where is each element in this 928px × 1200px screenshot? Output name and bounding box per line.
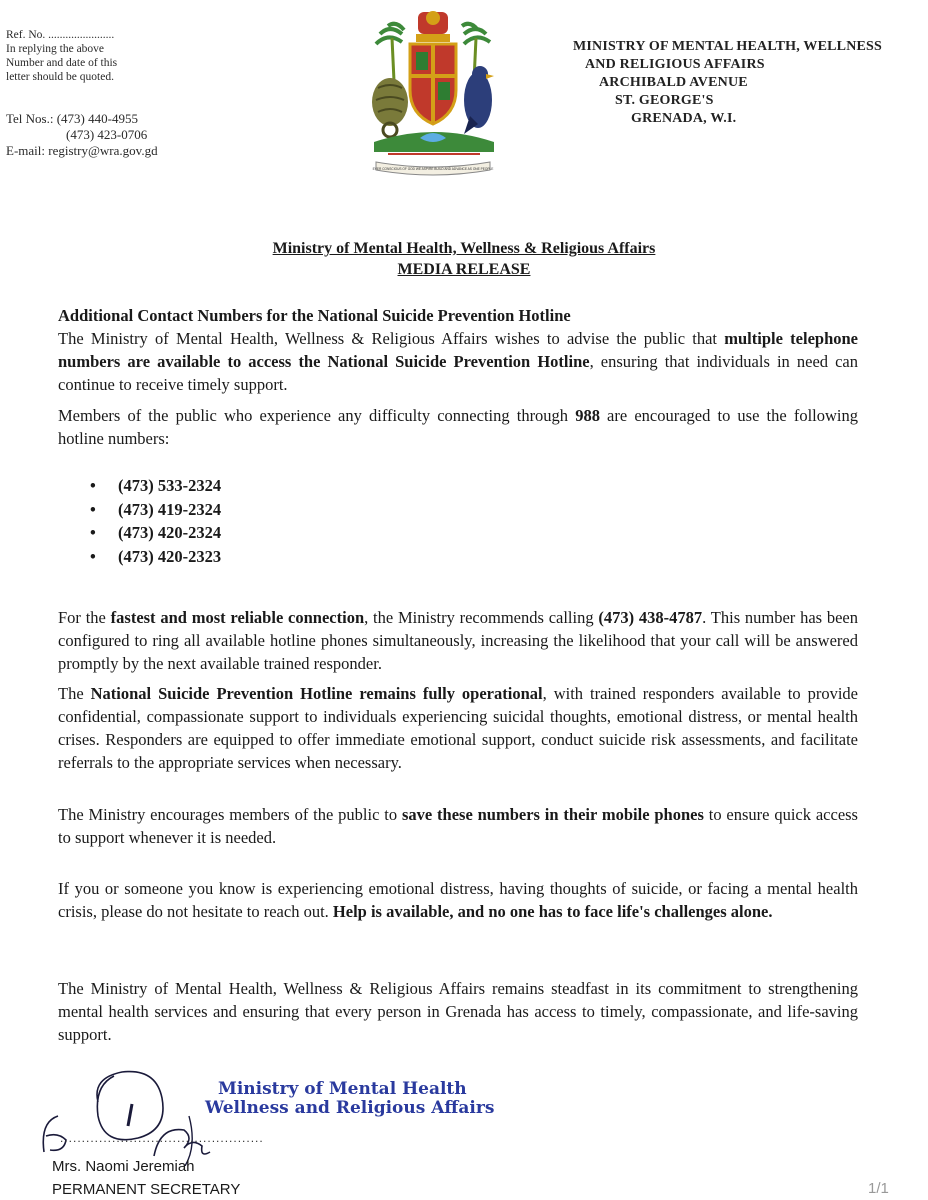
paragraph-fastest-connection	[58, 606, 858, 675]
address-line: ST. GEORGE'S	[615, 93, 714, 108]
coat-of-arms-icon	[358, 4, 508, 182]
ref-line: letter should be quoted.	[6, 71, 114, 83]
paragraph-988	[58, 404, 858, 450]
text-run: , the Ministry recommends calling	[364, 608, 599, 627]
text-run: , ensuring that individuals in need can continue to receive timely support.	[58, 352, 859, 394]
text-run: The Ministry of Mental Health, Wellness & Religious Affairs wishes to advise the public that	[58, 329, 725, 348]
text-run-bold[interactable]: (473) 438-4787	[598, 608, 703, 627]
text-run: Members of the public who experience any difficulty connecting through	[58, 406, 576, 425]
text-run-bold: multiple telephone numbers are available to access the National Suicide Prevention Hotline	[58, 329, 859, 371]
paragraph-commitment: The Ministry of Mental Health, Wellness & Religious Affairs remains steadfast in its commitment to strengthening mental health services and ensuring that every person in Grenada has access to timely, compassionate, and life-saving support.	[58, 979, 858, 1044]
text-run-bold: fastest and most reliable connection	[110, 608, 365, 627]
hotline-number[interactable]: • (473) 420-2323	[90, 545, 221, 569]
text-run: . This number has been configured to ring all available hotline phones simultaneously, increasing the likelihood that your call will be answered promptly by the next available trained responder.	[58, 608, 859, 673]
document-subtitle: MEDIA RELEASE	[397, 261, 531, 278]
address-line: GRENADA, W.I.	[631, 111, 737, 126]
hotline-list	[90, 474, 221, 568]
ministry-stamp	[205, 1079, 495, 1118]
crest-motto: EVER CONSCIOUS OF GOD WE ASPIRE BUILD AND ADVANCE AS ONE PEOPLE	[372, 167, 494, 171]
text-run: are encouraged to use the following hotline numbers:	[58, 406, 858, 448]
tel-line: (473) 423-0706	[66, 127, 148, 142]
address-line: ARCHIBALD AVENUE	[599, 75, 748, 90]
address-line: MINISTRY OF MENTAL HEALTH, WELLNESS	[573, 39, 883, 54]
text-run-bold: 988	[575, 406, 600, 425]
text-run: If you or someone you know is experiencing emotional distress, having thoughts of suicide, or facing a mental health crisis, please do not hesitate to reach out.	[58, 879, 858, 921]
ref-line: In replying the above	[6, 43, 105, 55]
contact-block	[6, 111, 158, 159]
address-line: AND RELIGIOUS AFFAIRS	[585, 57, 765, 72]
text-run: The	[58, 684, 91, 703]
ministry-address	[573, 38, 882, 128]
tel-line: Tel Nos.: (473) 440-4955	[6, 111, 138, 126]
reference-note	[6, 28, 117, 84]
ref-line: Ref. No. .......................	[6, 29, 115, 41]
hotline-number[interactable]: • (473) 533-2324	[90, 474, 221, 498]
text-run: to ensure quick access to support whenever it is needed.	[58, 805, 858, 847]
text-run-bold: National Suicide Prevention Hotline remains fully operational	[90, 684, 543, 703]
coat-of-arms-logo	[358, 4, 508, 182]
signatory-name: Mrs. Naomi Jeremiah	[52, 1158, 195, 1175]
paragraph-intro	[58, 327, 858, 396]
text-run: For the	[58, 608, 111, 627]
signatory-title: PERMANENT SECRETARY	[52, 1181, 241, 1198]
hotline-number[interactable]: • (473) 420-2324	[90, 521, 221, 545]
text-run: , with trained responders available to provide confidential, compassionate support to individuals experiencing suicidal thoughts, emotional distress, or mental health crises. Responders are equipped to offer immediate emotional support, conduct suicide risk assessments, and facilitate referrals to the appropriate services when necessary.	[58, 684, 859, 772]
ref-line: Number and date of this	[6, 57, 118, 69]
paragraph-help-available	[58, 877, 858, 923]
email-line: E-mail: registry@wra.gov.gd	[6, 143, 158, 158]
text-run-bold: save these numbers in their mobile phones	[401, 805, 704, 824]
document-title: Ministry of Mental Health, Wellness & Religious Affairs	[272, 240, 656, 257]
text-run: The Ministry encourages members of the public to	[58, 805, 402, 824]
stamp-line: Wellness and Religious Affairs	[205, 1098, 495, 1118]
paragraph-save-numbers	[58, 803, 858, 849]
paragraph-operational	[58, 682, 858, 774]
section-heading: Additional Contact Numbers for the National Suicide Prevention Hotline	[58, 306, 571, 325]
signature-dots: ...............................................	[60, 1131, 264, 1145]
stamp-line: Ministry of Mental Health	[218, 1079, 467, 1099]
handwritten-signature	[34, 1056, 234, 1166]
page-indicator: 1/1	[868, 1180, 889, 1197]
text-run-bold: Help is available, and no one has to face life's challenges alone.	[332, 902, 773, 921]
hotline-number[interactable]: • (473) 419-2324	[90, 498, 221, 522]
